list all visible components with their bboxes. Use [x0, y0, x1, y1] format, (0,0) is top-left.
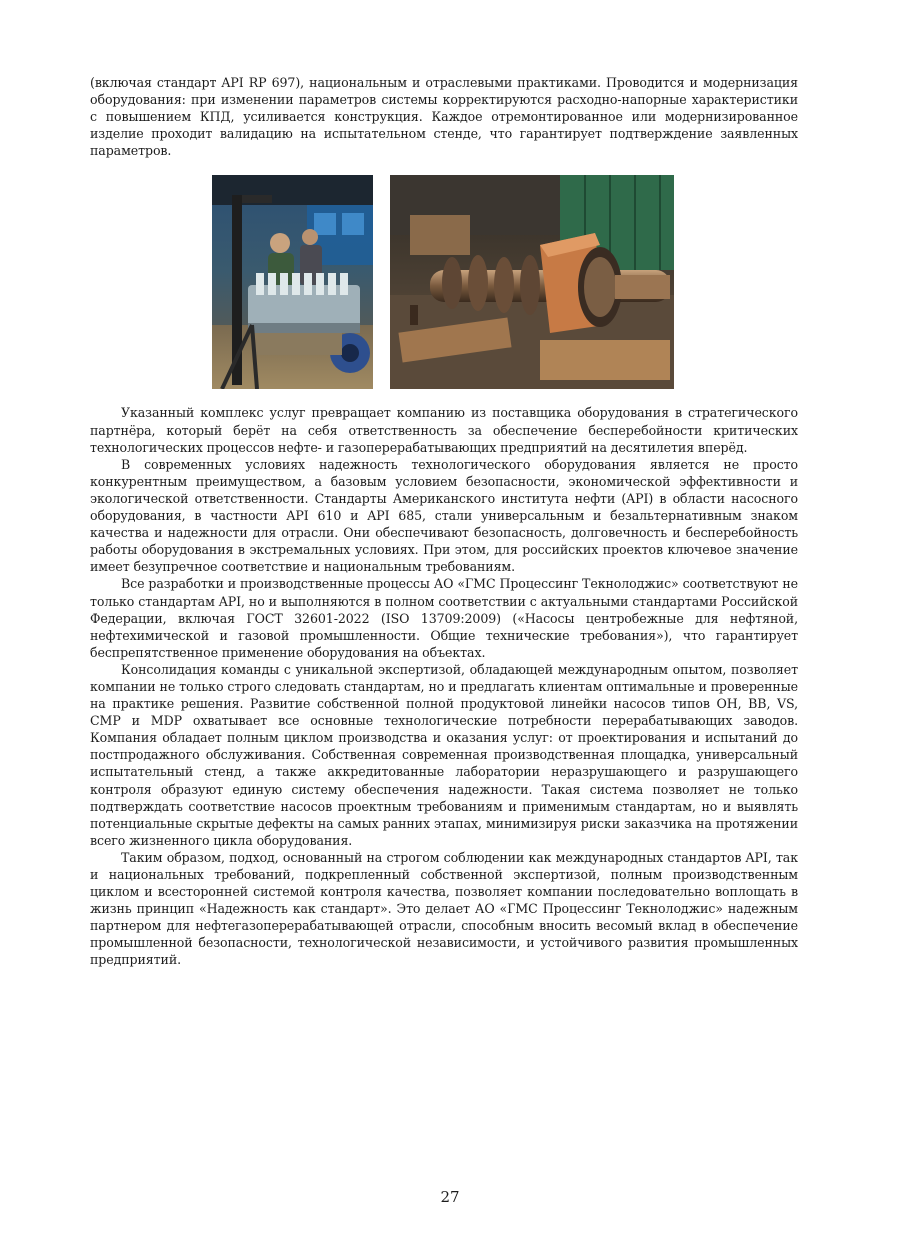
- body-paragraph: Все разработки и производственные процессы АО «ГМС Процессинг Текнолоджис» соответствуют не только стандартам API, но и выполняются в полном соответствии с актуальными стандартами Российской Федерации, включая ГОСТ 32601-2022 (ISO 13709:2009) («Насосы центробежные для нефтяной, нефтехимической и газовой промышленности. Общие технические требования»), что гарантирует беспрепятственное применение оборудования на объектах.: [90, 576, 798, 660]
- workshop-photo-right: [390, 175, 674, 389]
- body-paragraph: Консолидация команды с уникальной экспертизой, обладающей международным опытом, позволяет компании не только строго следовать стандартам, но и предлагать клиентам оптимальные и проверенные на практике решения. Развитие собственной полной продуктовой линейки насосов типов OH, BB, VS, CMP и MDP охватывает все основные технологические потребности перерабатывающих заводов. Компания обладает полным циклом производства и оказания услуг: от проектирования и испытаний до постпродажного обслуживания. Собственная современная производственная площадка, универсальный испытательный стенд, а также аккредитованные лаборатории неразрушающего и разрушающего контроля образуют единую систему обеспечения надежности. Такая система позволяет не только подтверждать соответствие насосов проектным требованиям и применимым стандартам, но и выявлять потенциальные скрытые дефекты на самых ранних этапах, минимизируя риски заказчика на протяжении всего жизненного цикла оборудования.: [90, 661, 798, 848]
- workshop-photo-left: [212, 175, 373, 389]
- workshop-measurement-photo: [212, 175, 373, 389]
- pump-rotor-photo: [390, 175, 674, 389]
- body-paragraph: Указанный комплекс услуг превращает компанию из поставщика оборудования в стратегического партнёра, который берёт на себя ответственность за обеспечение бесперебойности критических технологических процессов нефте- и газоперерабатывающих предприятий на десятилетия вперёд.: [90, 405, 798, 455]
- photo-row: [90, 175, 798, 389]
- body-paragraph: В современных условиях надежность технологического оборудования является не просто конкурентным преимуществом, а базовым условием безопасности, экономической эффективности и экологической ответственности. Стандарты Американского института нефти (API) в области насосного оборудования, в частности API 610 и API 685, стали универсальным и безальтернативным знаком качества и надежности для отрасли. Они обеспечивают безопасность, долговечность и бесперебойность работы оборудования в экстремальных условиях. При этом, для российских проектов ключевое значение имеет безупречное соответствие и национальным требованиям.: [90, 456, 798, 575]
- page-number: 27: [440, 1188, 460, 1206]
- page-content: [90, 74, 798, 969]
- body-paragraph: Таким образом, подход, основанный на строгом соблюдении как международных стандартов API, так и национальных требований, подкрепленный собственной экспертизой, полным производственным циклом и всесторонней системой контроля качества, позволяет компании последовательно воплощать в жизнь принцип «Надежность как стандарт». Это делает АО «ГМС Процессинг Текнолоджис» надежным партнером для нефтегазоперерабатывающей отрасли, способным вносить весомый вклад в обеспечение промышленной безопасности, технологической независимости, и устойчивого развития промышленных предприятий.: [90, 849, 798, 968]
- intro-paragraph: (включая стандарт API RP 697), национальным и отраслевыми практиками. Проводится и модернизация оборудования: при изменении параметров системы корректируются расходно-напорные характеристики с повышением КПД, усиливается конструкция. Каждое отремонтированное или модернизированное изделие проходит валидацию на испытательном стенде, что гарантирует подтверждение заявленных параметров.: [90, 75, 798, 159]
